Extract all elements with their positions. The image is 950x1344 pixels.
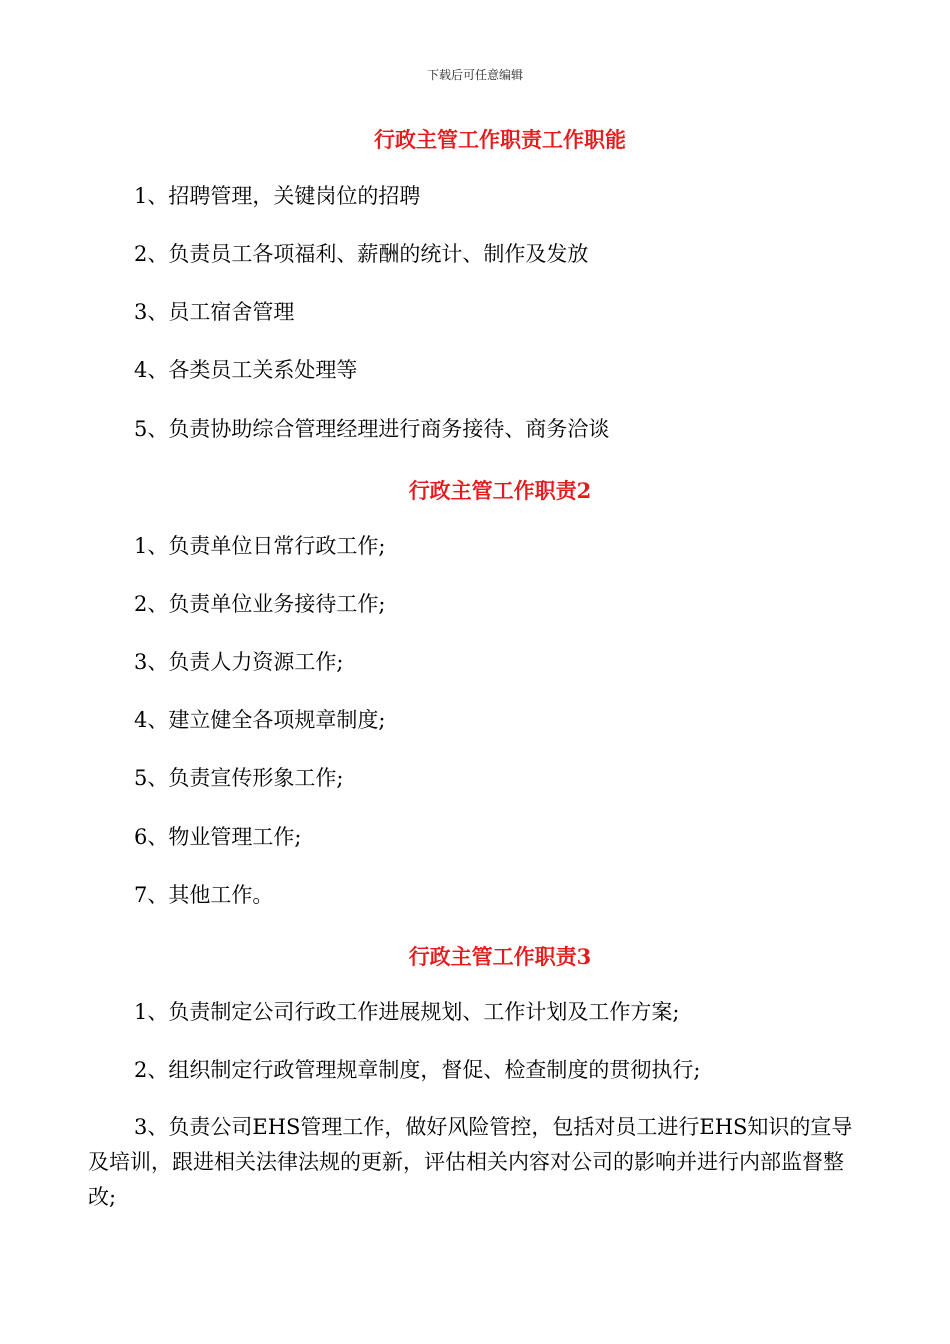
list-item: 1、负责制定公司行政工作进展规划、工作计划及工作方案;: [134, 1000, 680, 1024]
list-item: 1、招聘管理，关键岗位的招聘: [134, 184, 421, 208]
list-item: 7、其他工作。: [134, 883, 274, 907]
list-item: 6、物业管理工作;: [134, 825, 302, 849]
section-heading-3: 行政主管工作职责3: [408, 944, 592, 969]
list-item: 4、建立健全各项规章制度;: [134, 708, 386, 732]
list-item: 2、组织制定行政管理规章制度，督促、检查制度的贯彻执行;: [134, 1058, 701, 1082]
section-heading-1: 行政主管工作职责工作职能: [374, 127, 626, 152]
header-note: 下载后可任意编辑: [426, 68, 523, 82]
list-item: 3、员工宿舍管理: [134, 300, 295, 324]
list-item: 4、各类员工关系处理等: [134, 358, 358, 382]
list-item: 3、负责人力资源工作;: [134, 650, 344, 674]
list-item: 1、负责单位日常行政工作;: [134, 534, 386, 558]
list-item: 2、负责单位业务接待工作;: [134, 592, 386, 616]
list-item: 5、负责宣传形象工作;: [134, 766, 344, 790]
section-heading-2: 行政主管工作职责2: [408, 478, 592, 503]
paragraph-item: 3、负责公司EHS管理工作，做好风险管控，包括对员工进行EHS知识的宣导及培训，跟进相关法律法规的更新，评估相关内容对公司的影响并进行内部监督整改;: [88, 1115, 853, 1209]
list-item: 5、负责协助综合管理经理进行商务接待、商务洽谈: [134, 417, 610, 441]
list-item: 2、负责员工各项福利、薪酬的统计、制作及发放: [134, 242, 589, 266]
